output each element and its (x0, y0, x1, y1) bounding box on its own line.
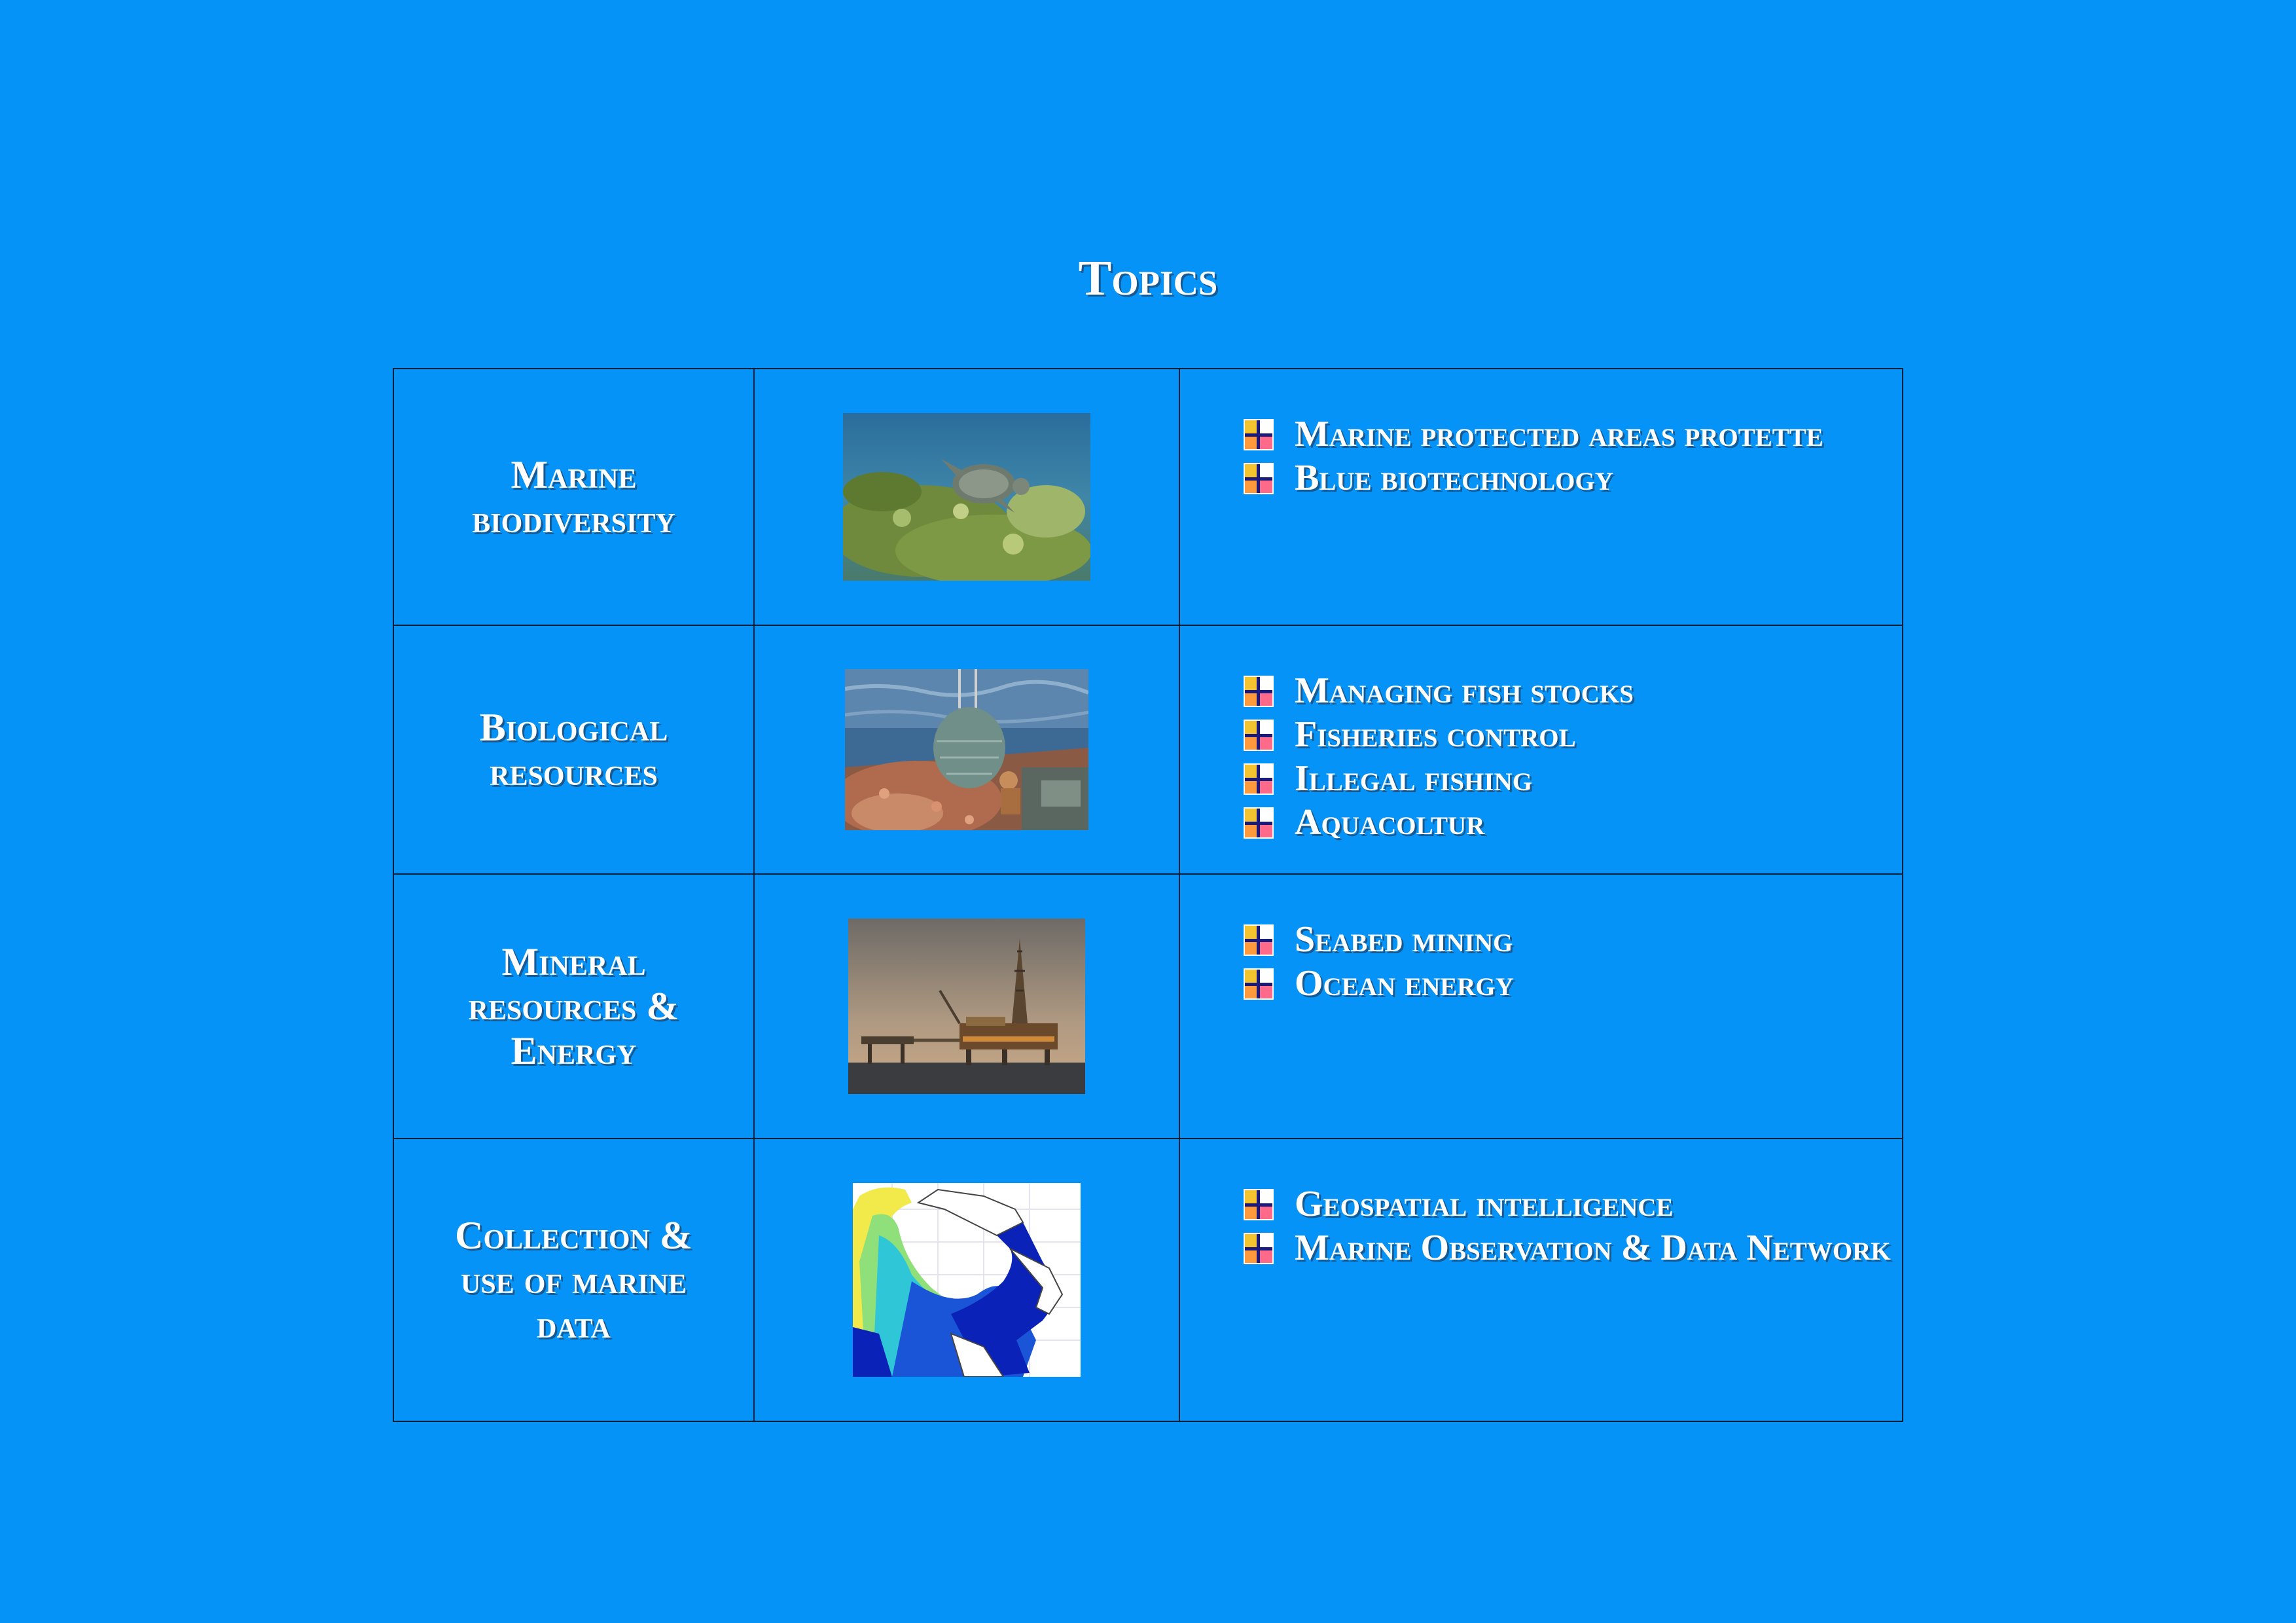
square-cross-bullet-icon (1242, 462, 1275, 496)
list-item: Ocean energy (1242, 962, 1902, 1006)
square-cross-bullet-icon (1242, 762, 1275, 796)
square-cross-bullet-icon (1242, 967, 1275, 1001)
topic-label: Biological resources (393, 625, 754, 874)
square-cross-bullet-icon (1242, 718, 1275, 752)
list-item: Blue biotechnology (1242, 456, 1902, 500)
list-item: Fisheries control (1242, 713, 1902, 757)
list-item: Managing fish stocks (1242, 669, 1902, 713)
topic-label: Collection & use of marine data (393, 1139, 754, 1421)
square-cross-bullet-icon (1242, 923, 1275, 957)
square-cross-bullet-icon (1242, 1231, 1275, 1266)
square-cross-bullet-icon (1242, 418, 1275, 452)
list-item: Marine Observation & Data Network (1242, 1226, 1902, 1270)
topic-item-list (1180, 626, 1902, 845)
square-cross-bullet-icon (1242, 1188, 1275, 1222)
list-item: Illegal fishing (1242, 757, 1902, 801)
offshore-oil-platform-photo (848, 919, 1085, 1094)
table-row (393, 1139, 1903, 1421)
adriatic-sea-data-map (853, 1183, 1081, 1377)
fishing-net-catch-photo (845, 669, 1088, 830)
table-row (393, 625, 1903, 874)
square-cross-bullet-icon (1242, 806, 1275, 840)
list-item: Geospatial intelligence (1242, 1182, 1902, 1226)
list-item: Seabed mining (1242, 918, 1902, 962)
topics-table (393, 368, 1903, 1422)
page-title: Topics (1078, 251, 1218, 306)
sea-turtle-photo (843, 413, 1090, 581)
square-cross-bullet-icon (1242, 674, 1275, 708)
table-row (393, 874, 1903, 1139)
topic-item-list (1180, 1139, 1902, 1270)
table-row (393, 369, 1903, 625)
topic-label: Marine biodiversity (393, 369, 754, 625)
topic-label: Mineral resources & Energy (393, 874, 754, 1139)
list-item: Marine protected areas protette (1242, 412, 1902, 456)
list-item: Aquacoltur (1242, 801, 1902, 845)
topic-item-list (1180, 369, 1902, 500)
topic-item-list (1180, 875, 1902, 1006)
